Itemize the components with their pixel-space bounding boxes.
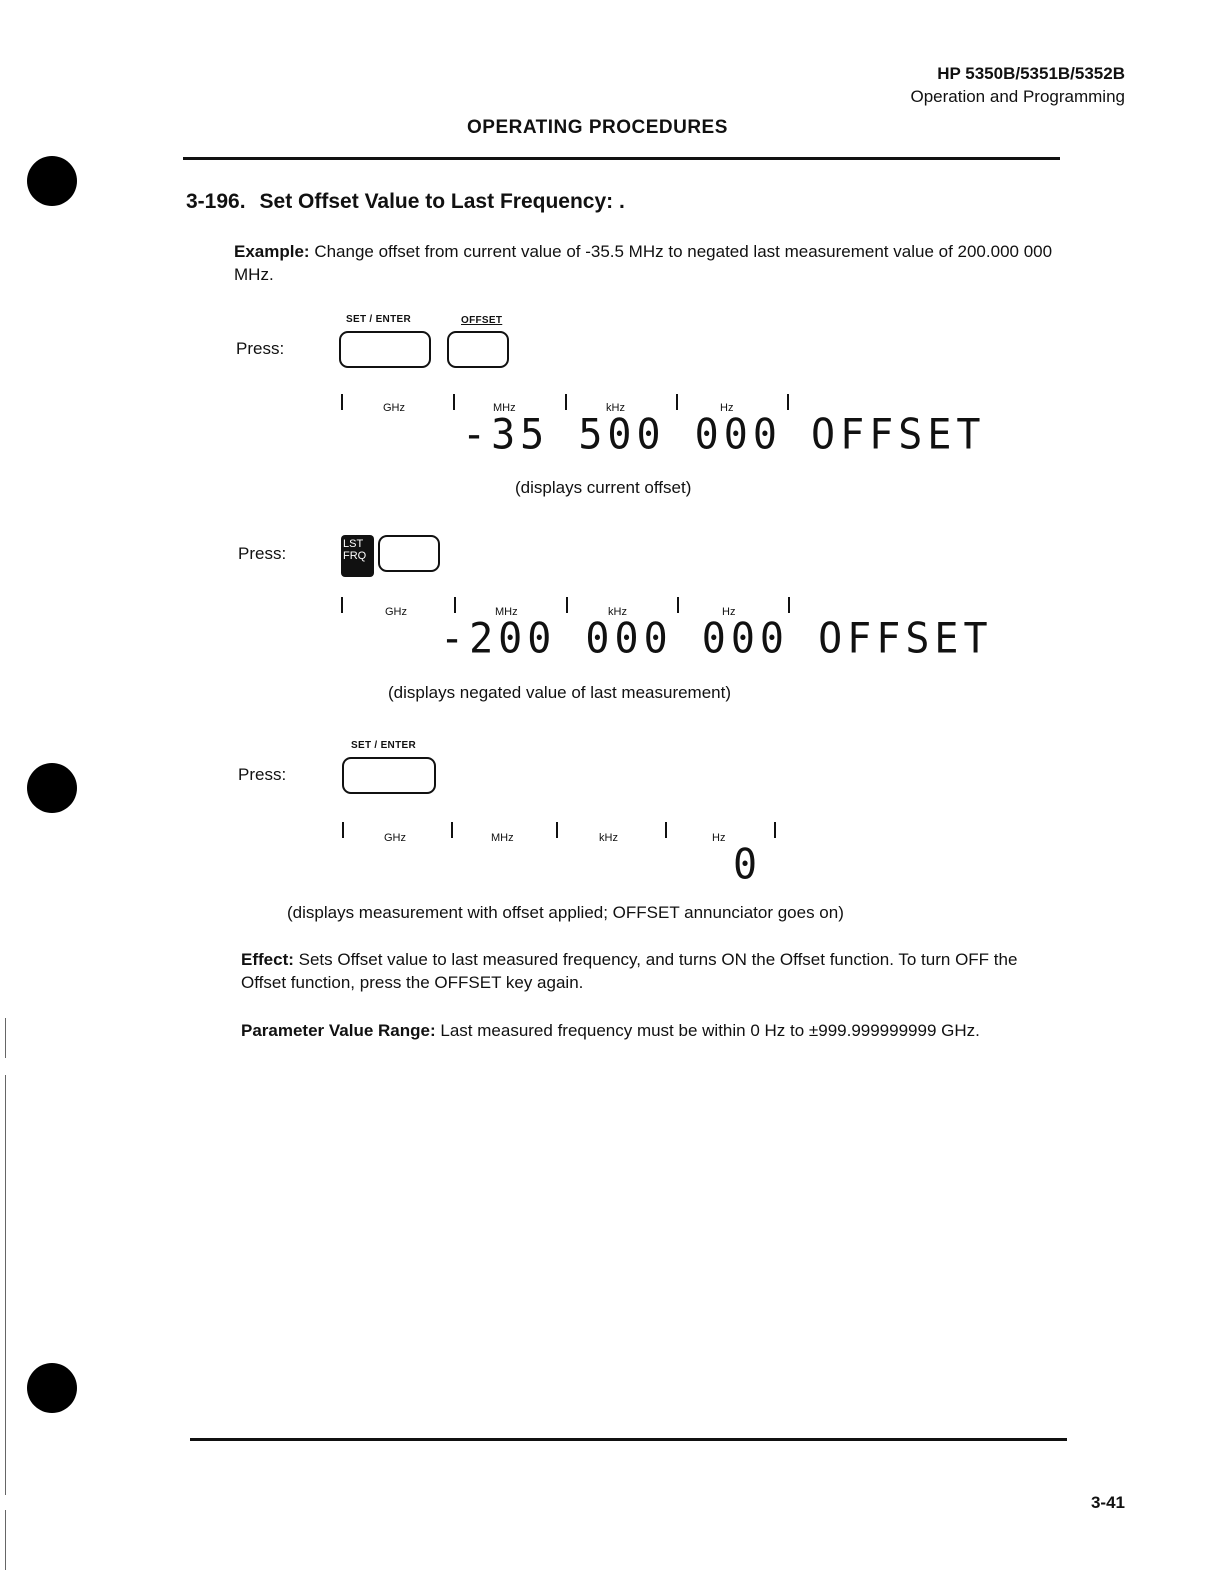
annunciator-tick <box>556 822 558 838</box>
margin-scan-mark <box>5 1018 6 1058</box>
effect-paragraph <box>241 948 1064 994</box>
annunciator-tick <box>788 597 790 613</box>
offset-key-label: OFFSET <box>461 315 503 326</box>
blank-key[interactable] <box>378 535 440 572</box>
binder-hole-middle <box>27 763 77 813</box>
example-paragraph <box>234 240 1064 286</box>
binder-hole-bottom <box>27 1363 77 1413</box>
annunciator-tick <box>453 394 455 410</box>
press-label: Press: <box>238 765 287 784</box>
section-heading: OPERATING PROCEDURES <box>467 117 728 138</box>
unit-mhz: MHz <box>495 606 518 618</box>
set-enter-key[interactable] <box>339 331 431 368</box>
annunciator-tick <box>665 822 667 838</box>
header-subtitle: Operation and Programming <box>910 87 1125 106</box>
lst-frq-line1: LST <box>343 538 364 550</box>
display-readout: -35 500 000 OFFSET <box>462 410 986 460</box>
footer-rule <box>190 1438 1067 1441</box>
set-enter-key-label: SET / ENTER <box>351 740 416 751</box>
section-title-text: Set Offset Value to Last Frequency: <box>259 190 614 213</box>
unit-hz: Hz <box>712 832 726 844</box>
display-readout: -200 000 000 OFFSET <box>440 614 993 664</box>
set-enter-key[interactable] <box>342 757 436 794</box>
press-label: Press: <box>236 339 285 358</box>
annunciator-tick <box>677 597 679 613</box>
example-label: Example: <box>234 242 310 261</box>
unit-hz: Hz <box>722 606 736 618</box>
unit-ghz: GHz <box>384 832 406 844</box>
press-label: Press: <box>238 544 287 563</box>
annunciator-tick <box>454 597 456 613</box>
annunciator-tick <box>342 822 344 838</box>
display-caption: (displays negated value of last measurement) <box>388 683 732 702</box>
lst-frq-key[interactable] <box>341 535 374 577</box>
unit-hz: Hz <box>720 402 734 414</box>
unit-mhz: MHz <box>493 402 516 414</box>
annunciator-tick <box>566 597 568 613</box>
range-text: Last measured frequency must be within 0 Hz to ±999.999999999 GHz. <box>440 1021 980 1040</box>
header-model: HP 5350B/5351B/5352B <box>937 64 1125 83</box>
annunciator-tick <box>451 822 453 838</box>
page-number: 3-41 <box>1090 1493 1125 1512</box>
display-caption: (displays current offset) <box>515 478 692 497</box>
section-number: 3-196. <box>186 190 246 213</box>
annunciator-tick <box>774 822 776 838</box>
offset-key[interactable] <box>447 331 509 368</box>
unit-ghz: GHz <box>385 606 407 618</box>
example-text: Change offset from current value of -35.5 MHz to negated last measurement value of 200.000 000 MHz. <box>234 242 1053 284</box>
unit-ghz: GHz <box>383 402 405 414</box>
annunciator-tick <box>341 597 343 613</box>
margin-scan-mark <box>5 1075 6 1495</box>
range-paragraph <box>241 1019 1064 1042</box>
range-label: Parameter Value Range: <box>241 1021 436 1040</box>
unit-khz: kHz <box>608 606 627 618</box>
effect-label: Effect: <box>241 950 294 969</box>
annunciator-tick <box>676 394 678 410</box>
set-enter-key-label: SET / ENTER <box>346 314 411 325</box>
unit-khz: kHz <box>606 402 625 414</box>
annunciator-tick <box>787 394 789 410</box>
binder-hole-top <box>27 156 77 206</box>
section-title-suffix: . <box>618 190 625 213</box>
display-caption: (displays measurement with offset applied; OFFSET annunciator goes on) <box>287 903 844 922</box>
effect-text: Sets Offset value to last measured frequency, and turns ON the Offset function. To turn OFF the Offset function, press the OFFSET key again. <box>241 950 1018 992</box>
unit-mhz: MHz <box>491 832 514 844</box>
header-rule <box>183 157 1060 160</box>
annunciator-tick <box>341 394 343 410</box>
display-readout: 0 <box>733 840 763 890</box>
section-title <box>186 190 625 214</box>
lst-frq-line2: FRQ <box>343 550 367 562</box>
annunciator-tick <box>565 394 567 410</box>
margin-scan-mark <box>5 1510 6 1570</box>
unit-khz: kHz <box>599 832 618 844</box>
